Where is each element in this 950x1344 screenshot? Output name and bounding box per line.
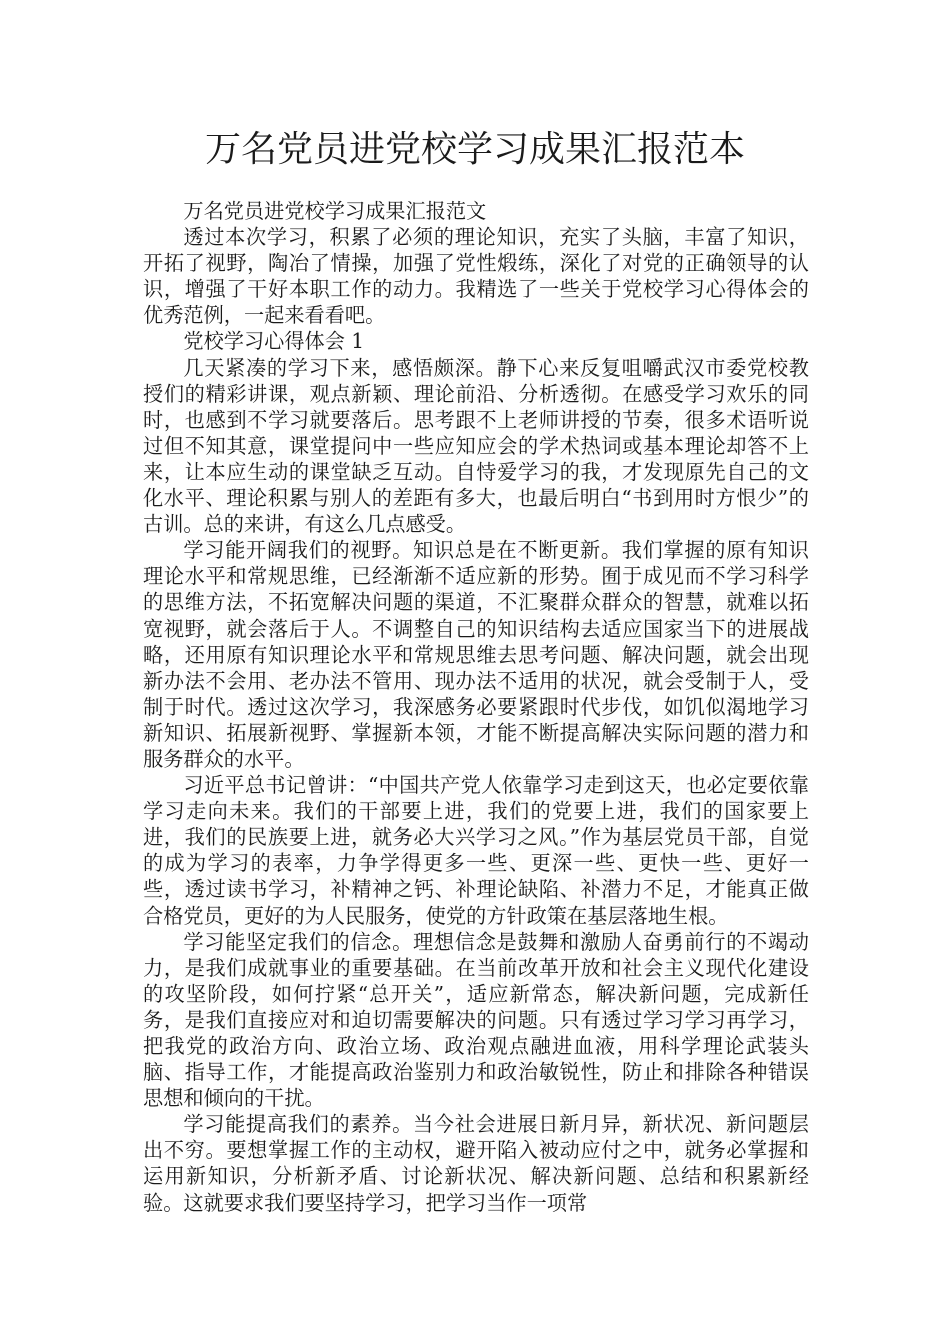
- paragraph: 学习能提高我们的素养。当今社会进展日新月异，新状况、新问题层出不穷。要想掌握工作的主动权，避开陷入被动应付之中，就务必掌握和运用新知识，分析新矛盾、讨论新状况、解决新问题、总结和积累新经验。这就要求我们要坚持学习，把学习当作一项常: [143, 1112, 809, 1215]
- paragraph-intro: 透过本次学习，积累了必须的理论知识，充实了头脑，丰富了知识，开拓了视野，陶冶了情操，加强了党性煅练，深化了对党的正确领导的认识，增强了干好本职工作的动力。我精选了一些关于党校学习心得体会的优秀范例，一起来看看吧。: [143, 225, 809, 328]
- paragraph: 学习能坚定我们的信念。理想信念是鼓舞和激励人奋勇前行的不竭动力，是我们成就事业的重要基础。在当前改革开放和社会主义现代化建设的攻坚阶段，如何拧紧“总开关”，适应新常态，解决新问题，完成新任务，是我们直接应对和迫切需要解决的问题。只有透过学习学习再学习，把我党的政治方向、政治立场、政治观点融进血液，用科学理论武装头脑、指导工作，才能提高政治鉴别力和政治敏锐性，防止和排除各种错误思想和倾向的干扰。: [143, 929, 809, 1111]
- paragraph-subtitle: 万名党员进党校学习成果汇报范文: [183, 199, 487, 223]
- document-body: [143, 198, 809, 1216]
- paragraph: 学习能开阔我们的视野。知识总是在不断更新。我们掌握的原有知识理论水平和常规思维，已经渐渐不适应新的形势。囿于成见而不学习科学的思维方法，不拓宽解决问题的渠道，不汇聚群众群众的智慧，就难以拓宽视野，就会落后于人。不调整自己的知识结构去适应国家当下的进展战略，还用原有知识理论水平和常规思维去思考问题、解决问题，就会出现新办法不会用、老办法不管用、现办法不适用的状况，就会受制于人，受制于时代。透过这次学习，我深感务必要紧跟时代步伐，如饥似渴地学习新知识、拓展新视野、掌握新本领，才能不断提高解决实际问题的潜力和服务群众的水平。: [143, 538, 809, 771]
- document-title: 万名党员进党校学习成果汇报范本: [204, 129, 745, 170]
- paragraph: 习近平总书记曾讲：“中国共产党人依靠学习走到这天，也必定要依靠学习走向未来。我们的干部要上进，我们的党要上进，我们的国家要上进，我们的民族要上进，就务必大兴学习之风。”作为基层党员干部，自觉的成为学习的表率，力争学得更多一些、更深一些、更快一些、更好一些，透过读书学习，补精神之钙、补理论缺陷、补潜力不足，才能真正做合格党员，更好的为人民服务，使党的方针政策在基层落地生根。: [143, 773, 809, 928]
- section-heading: 党校学习心得体会 1: [183, 329, 365, 354]
- paragraph: 几天紧凑的学习下来，感悟颇深。静下心来反复咀嚼武汉市委党校教授们的精彩讲课，观点新颖、理论前沿、分析透彻。在感受学习欢乐的同时，也感到不学习就要落后。思考跟不上老师讲授的节奏，很多术语听说过但不知其意，课堂提问中一些应知应会的学术热词或基本理论却答不上来，让本应生动的课堂缺乏互动。自恃爱学习的我，才发现原先自己的文化水平、理论积累与别人的差距有多大，也最后明白“书到用时方恨少”的古训。总的来讲，有这么几点感受。: [143, 355, 809, 537]
